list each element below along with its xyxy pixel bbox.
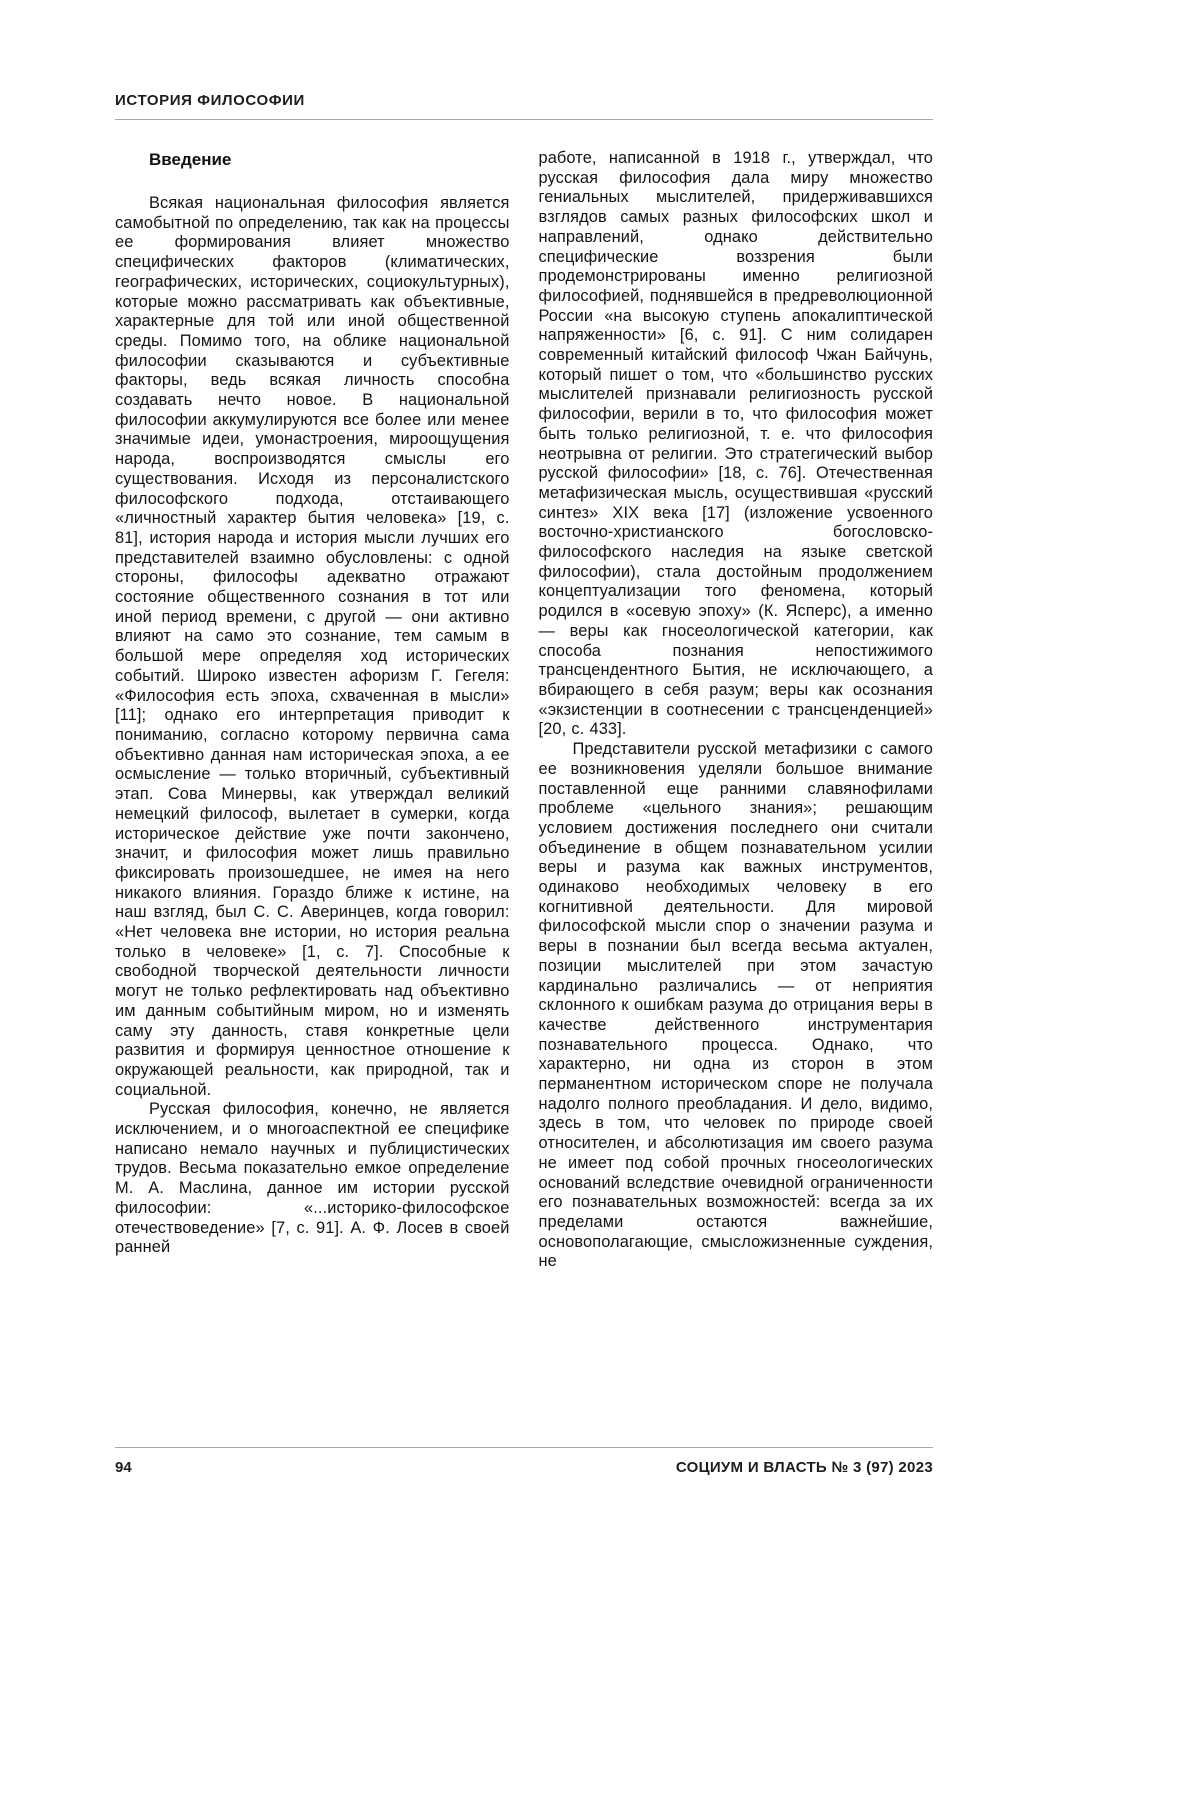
paragraph-continuation: работе, написанной в 1918 г., утверждал, что русская философия дала миру множество гениальных мыслителей, придерживавшихся взглядов самых разных философских школ и направлений, однако действительно специфические воззрения были продемонстрированы именно религиозной философией, поднявшейся в предреволюционной России «на высокую ступень апокалиптической напряженности» [6, с. 91]. С ним солидарен современный китайский философ Чжан Байчунь, который пишет о том, что «большинство русских мыслителей признавали религиозность русской философии, верили в то, что философия может быть только религиозной, т. е. что философия неотрывна от религии. Это стратегический выбор русской философии» [18, с. 76]. Отечественная метафизическая мысль, осуществившая «русский синтез» XIX века [17] (изложение усвоенного восточно-христианского богословско-философского наследия на языке светской философии), стала достойным продолжением концептуализации того феномена, который родился в «осевую эпоху» (К. Ясперс), а именно — веры как гносеологической категории, как способа познания непостижимого трансцендентного Бытия, не исключающего, а вбирающего в себя разум; веры как осознания «экзистенции в соотнесении с трансценденцией» [20, с. 433]. (538, 149, 933, 739)
page-number: 94 (115, 1459, 132, 1476)
article-body (115, 149, 933, 1272)
paragraph: Русская философия, конечно, не является исключением, и о многоаспектной ее специфике написано немало научных и публицистических трудов. Весьма показательно емкое определение М. А. Маслина, данное им истории русской философии: «...историко-философское отечествоведение» [7, с. 91]. А. Ф. Лосев в своей ранней (115, 1100, 510, 1257)
page-header (115, 92, 933, 120)
paragraph: Представители русской метафизики с самого ее возникновения уделяли большое внимание поставленной еще ранними славянофилами проблеме «цельного знания»; решающим условием достижения последнего они считали объединение в общем познавательном усилии веры и разума как важных инструментов, одинаково необходимых человеку в его когнитивной деятельности. Для мировой философской мысли спор о значении разума и веры в познании был всегда весьма актуален, позиции мыслителей при этом зачастую кардинально различались — от неприятия склонного к ошибкам разума до отрицания веры в качестве действенного инструментария познавательного процесса. Однако, что характерно, ни одна из сторон в этом перманентном историческом споре не получала надолго полного преобладания. И дело, видимо, здесь в том, что человек по природе своей относителен, и абсолютизация им своего разума не имеет под собой прочных гносеологических оснований вследствие очевидной ограниченности его познавательных возможностей: всегда за их пределами остаются важнейшие, основополагающие, смысложизненные суждения, не (538, 740, 933, 1271)
paragraph: Всякая национальная философия является самобытной по определению, так как на процессы ее формирования влияет множество специфических факторов (климатических, географических, исторических, социокультурных), которые можно рассматривать как объективные, характерные для той или иной общественной среды. Помимо того, на облике национальной философии сказываются и субъективные факторы, ведь всякая личность способна создавать нечто новое. В национальной философии аккумулируются все более или менее значимые идеи, умонастроения, мироощущения народа, воспроизводятся смыслы его существования. Исходя из персоналистского философского подхода, отстаивающего «личностный характер бытия человека» [19, с. 81], история народа и история мысли лучших его представителей взаимно обусловлены: с одной стороны, философы адекватно отражают состояние общественного сознания в тот или иной период времени, с другой — они активно влияют на само это сознание, тем самым в большой мере определяя ход исторических событий. Широко известен афоризм Г. Гегеля: «Философия есть эпоха, схваченная в мысли» [11]; однако его интерпретация приводит к пониманию, согласно которому первична сама объективно данная нам историческая эпоха, а ее осмысление — только вторичный, субъективный этап. Сова Минервы, как утверждал великий немецкий философ, вылетает в сумерки, когда историческое действие уже почти закончено, значит, и философия может лишь правильно фиксировать произошедшее, не имея на него никакого влияния. Гораздо ближе к истине, на наш взгляд, был С. С. Аверинцев, когда говорил: «Нет человека вне истории, но история реальна только в человеке» [1, с. 7]. Способные к свободной творческой деятельности личности могут не только рефлектировать над объективно им данным событийным миром, но и изменять саму эту данность, ставя конкретные цели развития и формируя ценностное отношение к окружающей реальности, как природной, так и социальной. (115, 194, 510, 1099)
left-column (115, 149, 510, 1272)
introduction-heading: Введение (149, 150, 232, 169)
section-title: ИСТОРИЯ ФИЛОСОФИИ (115, 92, 305, 109)
journal-info: СОЦИУМ И ВЛАСТЬ № 3 (97) 2023 (675, 1459, 933, 1476)
right-column (539, 149, 934, 1272)
page-footer (115, 1447, 933, 1476)
